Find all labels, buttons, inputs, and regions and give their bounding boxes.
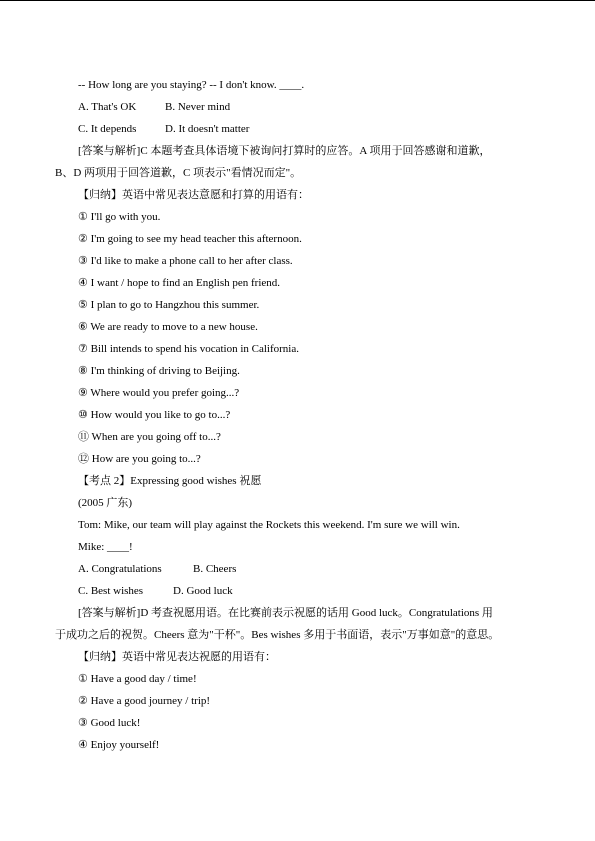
- question-stem-text: Tom: Mike, our team will play against the Rockets this weekend. I'm sure we will win.: [78, 519, 460, 531]
- question-source-text: (2005 广东): [78, 497, 133, 509]
- list-item-text: ⑪ When are you going off to...?: [78, 431, 221, 443]
- answer-explanation: [0, 162, 595, 184]
- question-stem-text: Mike: ____!: [78, 541, 133, 553]
- list-item-text: ③ I'd like to make a phone call to her after class.: [78, 255, 293, 267]
- answer-explanation-line: [答案与解析]C 本题考查具体语境下被询问打算时的应答。A 项用于回答感谢和道歉，: [78, 145, 491, 157]
- option-d: D. Good luck: [173, 585, 233, 597]
- list-item-text: ⑫ How are you going to...?: [78, 453, 201, 465]
- answer-explanation: [0, 624, 595, 646]
- header-rule: [0, 0, 595, 1]
- list-item: [0, 228, 595, 250]
- list-item: [0, 272, 595, 294]
- answer-explanation-line: [答案与解析]D 考查祝愿用语。在比赛前表示祝愿的话用 Good luck。Congratulations 用: [78, 607, 493, 619]
- question-stem: [0, 74, 595, 96]
- list-item: [0, 734, 595, 756]
- document-body: [0, 74, 595, 756]
- option-b: B. Cheers: [193, 563, 237, 575]
- list-item: [0, 316, 595, 338]
- list-item-text: ① Have a good day / time!: [78, 673, 197, 685]
- list-item-text: ⑧ I'm thinking of driving to Beijing.: [78, 365, 240, 377]
- list-item-text: ③ Good luck!: [78, 717, 141, 729]
- option-c: C. It depends: [78, 123, 137, 135]
- option-a: A. That's OK: [78, 101, 137, 113]
- answer-explanation-line: 于成功之后的祝贺。Cheers 意为"干杯"。Bes wishes 多用于书面语，表示"万事如意"的意思。: [55, 629, 500, 641]
- option-c: C. Best wishes: [78, 585, 144, 597]
- section-heading: [0, 470, 595, 492]
- list-item: [0, 250, 595, 272]
- list-item-text: ⑦ Bill intends to spend his vocation in California.: [78, 343, 299, 355]
- list-item: [0, 690, 595, 712]
- options-row: [0, 580, 595, 602]
- list-item-text: ② Have a good journey / trip!: [78, 695, 211, 707]
- list-item: [0, 360, 595, 382]
- list-item: [0, 668, 595, 690]
- list-item-text: ④ I want / hope to find an English pen friend.: [78, 277, 281, 289]
- list-item-text: ④ Enjoy yourself!: [78, 739, 160, 751]
- answer-explanation: [0, 602, 595, 624]
- section-heading-text: 【考点 2】Expressing good wishes 祝愿: [78, 475, 262, 487]
- question-stem: [0, 536, 595, 558]
- list-item-text: ⑨ Where would you prefer going...?: [78, 387, 240, 399]
- options-row: [0, 118, 595, 140]
- options-row: [0, 96, 595, 118]
- list-item: [0, 426, 595, 448]
- answer-explanation-line: B、D 两项用于回答道歉，C 项表示"看情况而定"。: [55, 167, 302, 179]
- list-item: [0, 294, 595, 316]
- summary-title-text: 【归纳】英语中常见表达祝愿的用语有：: [78, 651, 276, 663]
- list-item-text: ⑤ I plan to go to Hangzhou this summer.: [78, 299, 260, 311]
- summary-title: [0, 646, 595, 668]
- list-item-text: ⑥ We are ready to move to a new house.: [78, 321, 258, 333]
- options-row: [0, 558, 595, 580]
- list-item: [0, 404, 595, 426]
- list-item-text: ② I'm going to see my head teacher this afternoon.: [78, 233, 302, 245]
- list-item: [0, 338, 595, 360]
- summary-title-text: 【归纳】英语中常见表达意愿和打算的用语有：: [78, 189, 309, 201]
- question-stem-text: -- How long are you staying? -- I don't know. ____.: [78, 79, 305, 91]
- question-stem: [0, 514, 595, 536]
- option-d: D. It doesn't matter: [165, 123, 250, 135]
- option-a: A. Congratulations: [78, 563, 162, 575]
- question-source: [0, 492, 595, 514]
- list-item: [0, 206, 595, 228]
- answer-explanation: [0, 140, 595, 162]
- list-item: [0, 712, 595, 734]
- summary-title: [0, 184, 595, 206]
- option-b: B. Never mind: [165, 101, 231, 113]
- list-item-text: ⑩ How would you like to go to...?: [78, 409, 231, 421]
- list-item-text: ① I'll go with you.: [78, 211, 161, 223]
- list-item: [0, 448, 595, 470]
- list-item: [0, 382, 595, 404]
